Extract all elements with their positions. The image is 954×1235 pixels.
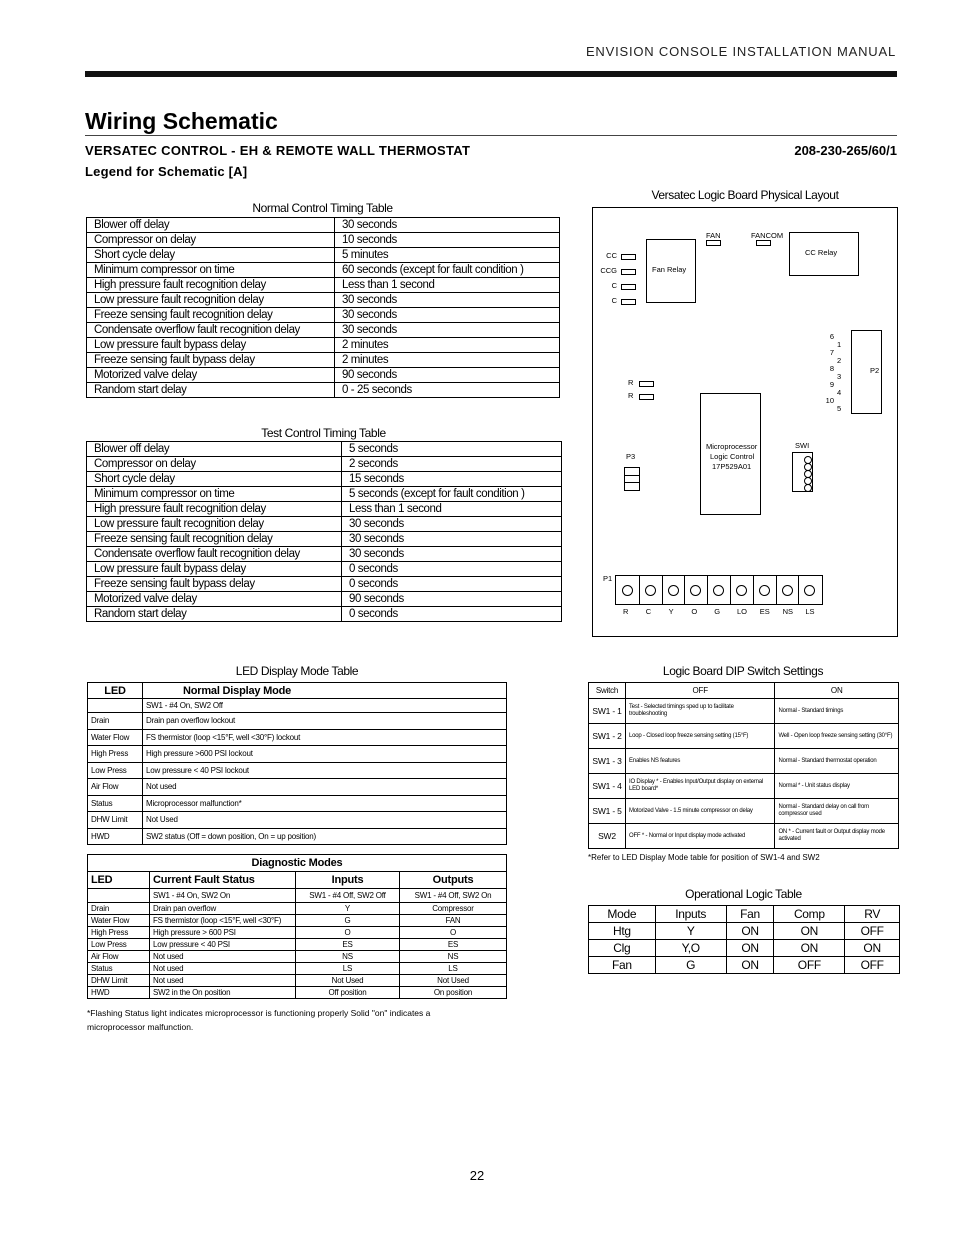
diag-cell: High pressure > 600 PSI xyxy=(150,927,296,939)
terminal-label: NS xyxy=(782,607,794,616)
dip-cell: OFF * - Normal or Input display mode activated xyxy=(626,824,775,849)
timing-value: 2 minutes xyxy=(335,353,560,368)
timing-row xyxy=(87,562,562,577)
normal-timing-caption: Normal Control Timing Table xyxy=(252,201,393,215)
p2-pin-label: 3 xyxy=(837,372,842,381)
led-name: Air Flow xyxy=(88,779,143,796)
p2-pin-label: 7 xyxy=(829,348,834,357)
diagnostic-table xyxy=(87,854,507,999)
op-col-header: Fan xyxy=(726,906,774,923)
diag-cell: On position xyxy=(400,987,507,999)
p2-pin-label: 10 xyxy=(825,396,834,405)
timing-value: Less than 1 second xyxy=(335,278,560,293)
p2-pin-label: 1 xyxy=(837,340,842,349)
timing-row xyxy=(87,278,560,293)
fan-relay-label: Fan Relay xyxy=(652,265,687,274)
led-name xyxy=(88,699,143,713)
p2-pin-label: 4 xyxy=(837,388,842,397)
timing-value: 90 seconds xyxy=(342,592,562,607)
dip-row xyxy=(589,749,899,774)
dip-row xyxy=(589,824,899,849)
mode-col-header: Normal Display Mode xyxy=(143,683,507,699)
diag-subheader: SW1 - #4 Off, SW2 On xyxy=(400,889,507,903)
timing-value: 30 seconds xyxy=(335,218,560,233)
r-pin-terminal xyxy=(639,381,654,387)
led-row xyxy=(88,795,507,812)
diag-cell: Not used xyxy=(150,963,296,975)
title-rule xyxy=(85,135,897,136)
dip-row xyxy=(589,699,899,724)
diag-cell: Y xyxy=(296,903,400,915)
timing-value: 0 seconds xyxy=(342,607,562,622)
terminal-divider xyxy=(639,576,640,604)
timing-label: Freeze sensing fault bypass delay xyxy=(87,353,335,368)
timing-label: Condensate overflow fault recognition delay xyxy=(87,547,342,562)
dip-toggle xyxy=(804,484,812,492)
terminal-screw xyxy=(804,585,815,596)
op-row xyxy=(589,940,900,957)
timing-value: 5 minutes xyxy=(335,248,560,263)
timing-label: Compressor on delay xyxy=(87,233,335,248)
p2-pin-label: 8 xyxy=(829,364,834,373)
left-pin-label: C xyxy=(611,281,617,290)
terminal-divider xyxy=(662,576,663,604)
terminal-screw xyxy=(782,585,793,596)
left-pin-terminal xyxy=(621,284,636,290)
diag-cell: Air Flow xyxy=(88,951,150,963)
micro-label-1: Microprocessor xyxy=(706,442,758,451)
timing-row xyxy=(87,233,560,248)
led-row xyxy=(88,762,507,779)
timing-value: 15 seconds xyxy=(342,472,562,487)
terminal-label: ES xyxy=(759,607,770,616)
terminal-screw xyxy=(622,585,633,596)
timing-label: Freeze sensing fault recognition delay xyxy=(87,532,342,547)
microprocessor xyxy=(700,393,761,515)
test-timing-caption: Test Control Timing Table xyxy=(261,426,386,440)
diag-cell: Not used xyxy=(150,951,296,963)
cc-relay xyxy=(789,232,859,276)
timing-label: Freeze sensing fault bypass delay xyxy=(87,577,342,592)
dip-col-header: ON xyxy=(775,683,899,699)
led-name: High Press xyxy=(88,746,143,763)
diag-row xyxy=(88,903,507,915)
timing-label: High pressure fault recognition delay xyxy=(87,278,335,293)
timing-row xyxy=(87,353,560,368)
p2-pin-label: 6 xyxy=(829,332,834,341)
diag-subheader xyxy=(88,889,150,903)
timing-value: 10 seconds xyxy=(335,233,560,248)
terminal-divider xyxy=(753,576,754,604)
dip-cell: Test - Selected timings sped up to facilitate troubleshooting xyxy=(626,699,775,724)
timing-value: Less than 1 second xyxy=(342,502,562,517)
page-title: Wiring Schematic xyxy=(85,108,278,134)
left-pin-label: C xyxy=(611,296,617,305)
swi-label: SWI xyxy=(795,441,810,450)
timing-value: 30 seconds xyxy=(342,547,562,562)
logic-board-diagram xyxy=(592,207,898,637)
page-number: 22 xyxy=(469,1168,485,1183)
left-pin-terminal xyxy=(621,269,636,275)
op-cell: ON xyxy=(726,957,774,974)
op-col-header: Comp xyxy=(774,906,845,923)
diag-cell: ES xyxy=(400,939,507,951)
left-pin-terminal xyxy=(621,254,636,260)
timing-label: Compressor on delay xyxy=(87,457,342,472)
p2-pin-label: 5 xyxy=(837,404,842,413)
diag-col-header: Outputs xyxy=(400,872,507,889)
led-col-header: LED xyxy=(88,683,143,699)
dip-row xyxy=(589,799,899,824)
dip-cell: SW2 xyxy=(589,824,626,849)
dip-footnote: *Refer to LED Display Mode table for position of SW1-4 and SW2 xyxy=(588,853,820,862)
timing-row xyxy=(87,502,562,517)
diag-row xyxy=(88,939,507,951)
timing-row xyxy=(87,218,560,233)
op-cell: G xyxy=(655,957,726,974)
timing-label: Short cycle delay xyxy=(87,248,335,263)
timing-row xyxy=(87,308,560,323)
diag-cell: O xyxy=(400,927,507,939)
diag-row xyxy=(88,987,507,999)
terminal-label: O xyxy=(691,607,698,616)
led-description: SW2 status (Off = down position, On = up position) xyxy=(143,828,507,845)
timing-row xyxy=(87,368,560,383)
r-pin-label: R xyxy=(628,391,634,400)
timing-value: 30 seconds xyxy=(335,323,560,338)
dip-cell: Normal - Standard timings xyxy=(775,699,899,724)
led-name: DHW Limit xyxy=(88,812,143,829)
fancom-terminal xyxy=(756,240,771,246)
terminal-label: LO xyxy=(737,607,748,616)
dip-cell: SW1 - 3 xyxy=(589,749,626,774)
micro-label-3: 17P529A01 xyxy=(712,462,752,471)
terminal-label: R xyxy=(623,607,629,616)
normal-timing-table xyxy=(86,217,560,398)
legend-heading: Legend for Schematic [A] xyxy=(85,164,248,179)
dip-row xyxy=(589,774,899,799)
diag-cell: Off position xyxy=(296,987,400,999)
led-description: Microprocessor malfunction* xyxy=(143,795,507,812)
diag-cell: SW2 in the On position xyxy=(150,987,296,999)
led-row xyxy=(88,828,507,845)
timing-row xyxy=(87,457,562,472)
diag-cell: FS thermistor (loop <15°F, well <30°F) xyxy=(150,915,296,927)
p1-terminal-strip xyxy=(615,575,823,605)
timing-label: Blower off delay xyxy=(87,442,342,457)
r-pin-terminal xyxy=(639,394,654,400)
header-rule xyxy=(85,71,897,77)
led-description: Not used xyxy=(143,779,507,796)
diag-cell: Low Press xyxy=(88,939,150,951)
diagnostic-title: Diagnostic Modes xyxy=(88,855,507,872)
timing-row xyxy=(87,577,562,592)
p2-connector xyxy=(851,330,882,414)
terminal-divider xyxy=(730,576,731,604)
p1-label: P1 xyxy=(603,574,613,583)
terminal-divider xyxy=(707,576,708,604)
led-row xyxy=(88,779,507,796)
timing-value: 5 seconds (except for fault condition ) xyxy=(342,487,562,502)
diag-cell: DHW Limit xyxy=(88,975,150,987)
led-name: Drain xyxy=(88,713,143,730)
dip-col-header: Switch xyxy=(589,683,626,699)
op-cell: ON xyxy=(774,923,845,940)
timing-row xyxy=(87,472,562,487)
timing-label: High pressure fault recognition delay xyxy=(87,502,342,517)
op-cell: OFF xyxy=(845,923,900,940)
led-row xyxy=(88,699,507,713)
dip-cell: Loop - Closed loop freeze sensing setting (15°F) xyxy=(626,724,775,749)
diag-col-header: Current Fault Status xyxy=(150,872,296,889)
op-row xyxy=(589,957,900,974)
diag-cell: Water Flow xyxy=(88,915,150,927)
timing-value: 5 seconds xyxy=(342,442,562,457)
diag-subheader: SW1 - #4 On, SW2 On xyxy=(150,889,296,903)
terminal-screw xyxy=(713,585,724,596)
op-cell: ON xyxy=(774,940,845,957)
op-cell: Y,O xyxy=(655,940,726,957)
dip-cell: SW1 - 2 xyxy=(589,724,626,749)
manual-title: ENVISION CONSOLE INSTALLATION MANUAL xyxy=(585,44,896,59)
dip-cell: Normal - Standard delay on call from compressor used xyxy=(775,799,899,824)
timing-value: 2 minutes xyxy=(335,338,560,353)
p3-label: P3 xyxy=(626,452,636,461)
op-col-header: Mode xyxy=(589,906,656,923)
led-row xyxy=(88,729,507,746)
led-description: Low pressure < 40 PSI lockout xyxy=(143,762,507,779)
diag-cell: Status xyxy=(88,963,150,975)
diag-cell: Not used xyxy=(150,975,296,987)
dip-cell: IO Display * - Enables Input/Output display on external LED board* xyxy=(626,774,775,799)
led-table-caption: LED Display Mode Table xyxy=(235,664,359,678)
fan-terminal-label: FAN xyxy=(706,231,721,240)
op-cell: ON xyxy=(845,940,900,957)
timing-value: 2 seconds xyxy=(342,457,562,472)
led-row xyxy=(88,746,507,763)
diag-cell: NS xyxy=(296,951,400,963)
dip-switch-block xyxy=(792,452,813,492)
micro-label-2: Logic Control xyxy=(710,452,755,461)
p2-pin-label: 2 xyxy=(837,356,842,365)
led-name: Water Flow xyxy=(88,729,143,746)
terminal-screw xyxy=(736,585,747,596)
timing-label: Low pressure fault recognition delay xyxy=(87,517,342,532)
terminal-screw xyxy=(645,585,656,596)
led-name: Status xyxy=(88,795,143,812)
timing-value: 30 seconds xyxy=(335,293,560,308)
diag-cell: Drain pan overflow xyxy=(150,903,296,915)
dip-cell: Normal * - Unit status display xyxy=(775,774,899,799)
timing-row xyxy=(87,248,560,263)
timing-row xyxy=(87,293,560,308)
timing-row xyxy=(87,338,560,353)
diag-row xyxy=(88,915,507,927)
timing-label: Low pressure fault recognition delay xyxy=(87,293,335,308)
led-display-table xyxy=(87,682,507,845)
diagnostic-footnote-1: *Flashing Status light indicates microprocessor is functioning properly Solid "on" indicates a xyxy=(87,1008,431,1018)
timing-value: 90 seconds xyxy=(335,368,560,383)
dip-switch-table xyxy=(588,682,899,849)
terminal-label: LS xyxy=(805,607,815,616)
timing-value: 0 - 25 seconds xyxy=(335,383,560,398)
op-cell: Clg xyxy=(589,940,656,957)
timing-label: Low pressure fault bypass delay xyxy=(87,338,335,353)
p2-pin-label: 9 xyxy=(829,380,834,389)
dip-cell: Well - Open loop freeze sensing setting (30°F) xyxy=(775,724,899,749)
op-col-header: Inputs xyxy=(655,906,726,923)
test-timing-table xyxy=(86,441,562,622)
page-subtitle: VERSATEC CONTROL - EH & REMOTE WALL THERMOSTAT xyxy=(85,143,471,158)
diag-row xyxy=(88,963,507,975)
led-description: FS thermistor (loop <15°F, well <30°F) lockout xyxy=(143,729,507,746)
diag-cell: HWD xyxy=(88,987,150,999)
timing-label: Minimum compressor on time xyxy=(87,263,335,278)
dip-cell: Enables NS features xyxy=(626,749,775,774)
diag-cell: O xyxy=(296,927,400,939)
timing-label: Minimum compressor on time xyxy=(87,487,342,502)
model-number: 208-230-265/60/1 xyxy=(794,143,897,158)
timing-row xyxy=(87,607,562,622)
dip-cell: SW1 - 1 xyxy=(589,699,626,724)
diag-cell: Drain xyxy=(88,903,150,915)
op-cell: Y xyxy=(655,923,726,940)
timing-row xyxy=(87,547,562,562)
diag-cell: G xyxy=(296,915,400,927)
timing-value: 30 seconds xyxy=(342,517,562,532)
terminal-label: Y xyxy=(668,607,674,616)
led-row xyxy=(88,812,507,829)
terminal-divider xyxy=(684,576,685,604)
op-row xyxy=(589,923,900,940)
fan-terminal xyxy=(706,240,721,246)
fan-relay xyxy=(646,239,696,303)
timing-label: Motorized valve delay xyxy=(87,368,335,383)
diag-cell: ES xyxy=(296,939,400,951)
timing-value: 0 seconds xyxy=(342,577,562,592)
op-cell: ON xyxy=(726,923,774,940)
diag-subheader: SW1 - #4 Off, SW2 Off xyxy=(296,889,400,903)
diag-cell: Not Used xyxy=(400,975,507,987)
terminal-screw xyxy=(759,585,770,596)
diag-col-header: Inputs xyxy=(296,872,400,889)
left-pin-label: CCG xyxy=(600,266,617,275)
diag-cell: High Press xyxy=(88,927,150,939)
op-cell: OFF xyxy=(774,957,845,974)
timing-row xyxy=(87,487,562,502)
diag-row xyxy=(88,951,507,963)
timing-value: 30 seconds xyxy=(335,308,560,323)
timing-row xyxy=(87,383,560,398)
diag-cell: FAN xyxy=(400,915,507,927)
dip-cell: SW1 - 5 xyxy=(589,799,626,824)
led-description: Drain pan overflow lockout xyxy=(143,713,507,730)
diag-cell: Not Used xyxy=(296,975,400,987)
diagnostic-footnote-2: microprocessor malfunction. xyxy=(87,1022,194,1032)
dip-table-caption: Logic Board DIP Switch Settings xyxy=(662,664,824,678)
op-cell: ON xyxy=(726,940,774,957)
led-row xyxy=(88,713,507,730)
terminal-screw xyxy=(690,585,701,596)
terminal-label: C xyxy=(645,607,652,616)
cc-relay-label: CC Relay xyxy=(805,248,838,257)
op-table-caption: Operational Logic Table xyxy=(685,887,802,901)
timing-row xyxy=(87,323,560,338)
dip-cell: SW1 - 4 xyxy=(589,774,626,799)
led-description: SW1 - #4 On, SW2 Off xyxy=(143,699,507,713)
diag-row xyxy=(88,975,507,987)
p2-label: P2 xyxy=(870,366,880,375)
diag-col-header: LED xyxy=(88,872,150,889)
timing-label: Freeze sensing fault recognition delay xyxy=(87,308,335,323)
diag-cell: Low pressure < 40 PSI xyxy=(150,939,296,951)
terminal-divider xyxy=(798,576,799,604)
timing-label: Random start delay xyxy=(87,607,342,622)
led-description: Not Used xyxy=(143,812,507,829)
r-pin-label: R xyxy=(628,378,634,387)
led-description: High pressure >600 PSI lockout xyxy=(143,746,507,763)
left-pin-label: CC xyxy=(606,251,617,260)
led-name: HWD xyxy=(88,828,143,845)
diag-cell: LS xyxy=(400,963,507,975)
board-caption: Versatec Logic Board Physical Layout xyxy=(651,188,839,202)
timing-value: 30 seconds xyxy=(342,532,562,547)
dip-col-header: OFF xyxy=(626,683,775,699)
dip-row xyxy=(589,724,899,749)
timing-label: Condensate overflow fault recognition delay xyxy=(87,323,335,338)
timing-label: Short cycle delay xyxy=(87,472,342,487)
operational-logic-table xyxy=(588,905,900,974)
left-pin-terminal xyxy=(621,299,636,305)
diag-cell: Compressor xyxy=(400,903,507,915)
timing-label: Random start delay xyxy=(87,383,335,398)
diag-cell: NS xyxy=(400,951,507,963)
timing-label: Low pressure fault bypass delay xyxy=(87,562,342,577)
terminal-divider xyxy=(776,576,777,604)
p3-connector xyxy=(624,467,640,491)
timing-label: Blower off delay xyxy=(87,218,335,233)
op-col-header: RV xyxy=(845,906,900,923)
diag-cell: LS xyxy=(296,963,400,975)
dip-cell: ON * - Current fault or Output display mode activated xyxy=(775,824,899,849)
timing-value: 60 seconds (except for fault condition ) xyxy=(335,263,560,278)
timing-row xyxy=(87,442,562,457)
timing-row xyxy=(87,592,562,607)
timing-value: 0 seconds xyxy=(342,562,562,577)
fancom-terminal-label: FANCOM xyxy=(751,231,784,240)
timing-label: Motorized valve delay xyxy=(87,592,342,607)
timing-row xyxy=(87,517,562,532)
timing-row xyxy=(87,263,560,278)
diag-row xyxy=(88,927,507,939)
timing-row xyxy=(87,532,562,547)
terminal-screw xyxy=(668,585,679,596)
terminal-label: G xyxy=(714,607,721,616)
led-name: Low Press xyxy=(88,762,143,779)
dip-cell: Normal - Standard thermostat operation xyxy=(775,749,899,774)
op-cell: Htg xyxy=(589,923,656,940)
op-cell: Fan xyxy=(589,957,656,974)
op-cell: OFF xyxy=(845,957,900,974)
dip-cell: Motorized Valve - 1.5 minute compressor on delay xyxy=(626,799,775,824)
